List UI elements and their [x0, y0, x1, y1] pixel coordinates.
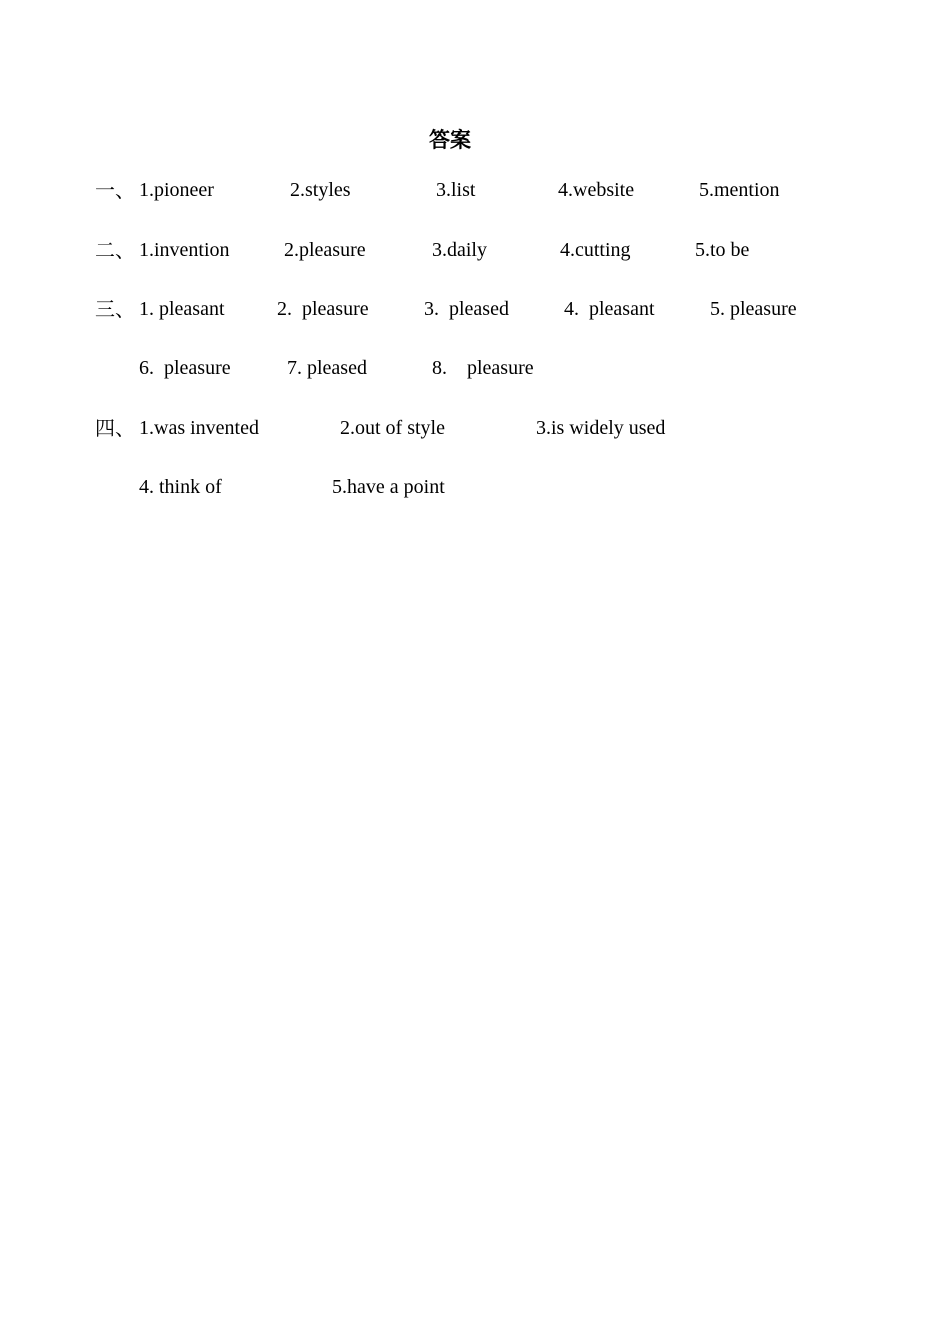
answer-3-7: 7. pleased [287, 357, 367, 379]
answer-2-1: 1.invention [139, 239, 230, 261]
answer-2-3: 3.daily [432, 239, 487, 261]
section-3-line-1 [0, 294, 950, 324]
answer-4-1: 1.was invented [139, 417, 259, 439]
answer-4-5: 5.have a point [332, 476, 445, 498]
section-2-line-1 [0, 235, 950, 265]
answer-1-1: 1.pioneer [139, 179, 214, 201]
answer-3-8: 8. pleasure [432, 357, 534, 379]
answer-3-2: 2. pleasure [277, 298, 369, 320]
answer-2-4: 4.cutting [560, 239, 631, 261]
answer-1-5: 5.mention [699, 179, 780, 201]
answer-3-3: 3. pleased [424, 298, 509, 320]
answer-3-4: 4. pleasant [564, 298, 655, 320]
section-1-label: 一、 [95, 178, 135, 202]
answer-3-6: 6. pleasure [139, 357, 231, 379]
section-3-label: 三、 [95, 297, 135, 321]
section-4-line-1 [0, 413, 950, 443]
answer-1-3: 3.list [436, 179, 476, 201]
answer-2-2: 2.pleasure [284, 239, 366, 261]
answer-4-4: 4. think of [139, 476, 222, 498]
section-2-label: 二、 [95, 238, 135, 262]
answer-4-2: 2.out of style [340, 417, 445, 439]
answer-1-4: 4.website [558, 179, 635, 201]
section-3-line-2 [0, 353, 950, 383]
answer-3-5: 5. pleasure [710, 298, 797, 320]
answer-3-1: 1. pleasant [139, 298, 225, 320]
answer-1-2: 2.styles [290, 179, 351, 201]
answer-2-5: 5.to be [695, 239, 750, 261]
answer-4-3: 3.is widely used [536, 417, 666, 439]
page-title: 答案 [429, 128, 471, 152]
section-4-line-2 [0, 472, 950, 502]
section-1-line-1 [0, 175, 950, 205]
section-4-label: 四、 [95, 416, 135, 440]
